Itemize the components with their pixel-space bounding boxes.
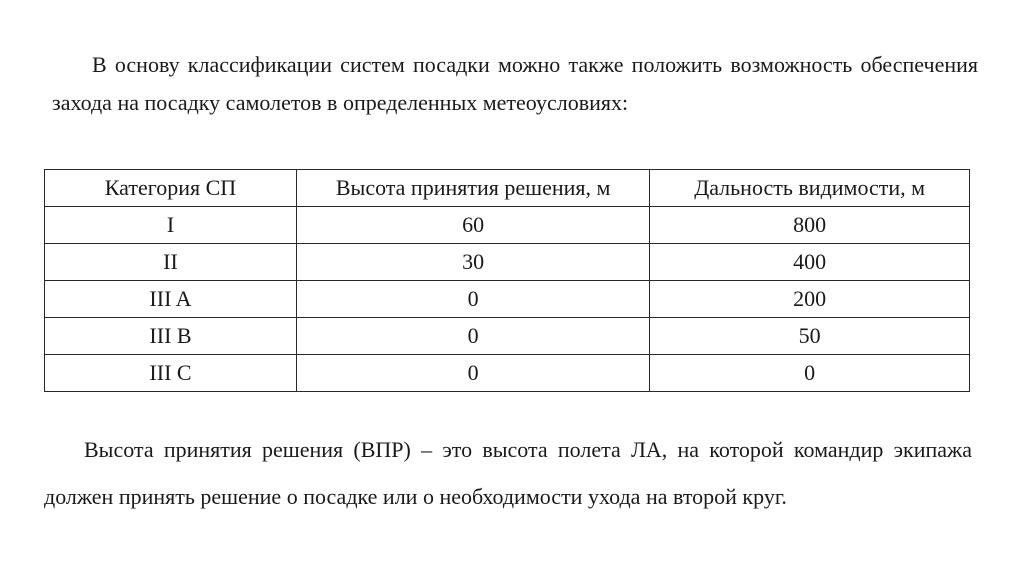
table-row <box>45 318 970 355</box>
table-row <box>45 281 970 318</box>
cell-decision-height: 0 <box>297 318 650 355</box>
cell-visibility-range: 0 <box>650 355 970 392</box>
cell-visibility-range: 400 <box>650 244 970 281</box>
cell-visibility-range: 800 <box>650 207 970 244</box>
cell-visibility-range: 50 <box>650 318 970 355</box>
cell-category: III A <box>45 281 297 318</box>
cell-decision-height: 0 <box>297 355 650 392</box>
table-row <box>45 355 970 392</box>
intro-paragraph: В основу классификации систем посадки можно также положить возможность обеспечения захода на посадку самолетов в определенных метеоусловиях: <box>52 52 978 115</box>
header-visibility-range: Дальность видимости, м <box>650 170 970 207</box>
cell-decision-height: 30 <box>297 244 650 281</box>
table-row <box>45 207 970 244</box>
table-row <box>45 244 970 281</box>
header-category: Категория СП <box>45 170 297 207</box>
cell-category: II <box>45 244 297 281</box>
cell-category: III C <box>45 355 297 392</box>
table-header-row <box>45 170 970 207</box>
cell-category: III B <box>45 318 297 355</box>
cell-decision-height: 0 <box>297 281 650 318</box>
cell-category: I <box>45 207 297 244</box>
cell-visibility-range: 200 <box>650 281 970 318</box>
cell-decision-height: 60 <box>297 207 650 244</box>
header-decision-height: Высота принятия решения, м <box>297 170 650 207</box>
landing-categories-table <box>44 169 970 392</box>
definition-paragraph: Высота принятия решения (ВПР) – это высота полета ЛА, на которой командир экипажа должен принять решение о посадке или о необходимости ухода на второй круг. <box>44 437 972 509</box>
